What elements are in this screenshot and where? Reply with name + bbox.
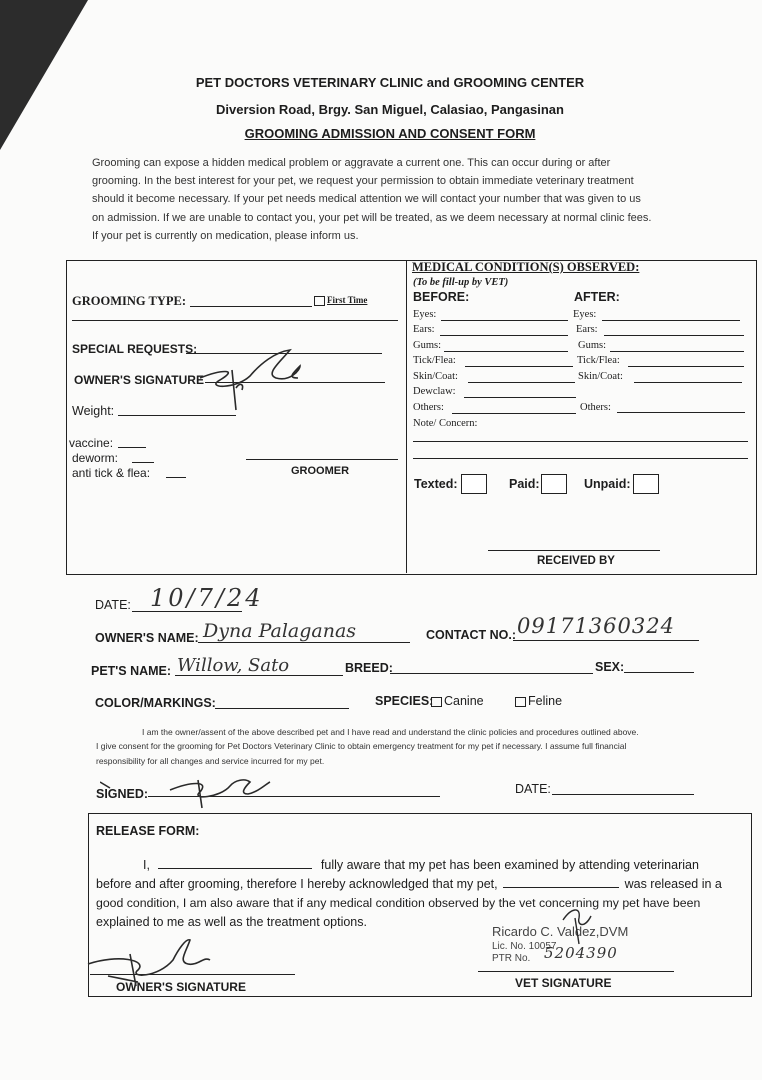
paid-checkbox[interactable] xyxy=(541,474,567,494)
anti-tick-label: anti tick & flea: xyxy=(72,466,151,480)
before-skincoat-line[interactable] xyxy=(468,382,575,383)
intro-line: Grooming can expose a hidden medical problem or aggravate a current one. This can occur during or after xyxy=(92,157,611,169)
vaccine-label: vaccine: xyxy=(69,436,114,450)
note-line-2[interactable] xyxy=(413,458,748,459)
release-pet-blank[interactable] xyxy=(503,876,619,888)
first-time-label: First Time xyxy=(327,295,368,305)
after-skincoat: Skin/Coat: xyxy=(578,371,623,382)
release-text-2b: was released in a xyxy=(624,877,722,891)
after-ears: Ears: xyxy=(576,324,598,335)
consent-line: responsibility for all changes and service incurred for my pet. xyxy=(96,756,325,766)
checkbox-icon xyxy=(431,697,442,707)
release-text-4: explained to me as well as the treatment options. xyxy=(96,915,367,929)
signed-date-label: DATE: xyxy=(515,782,551,796)
contact-label: CONTACT NO.: xyxy=(426,628,517,642)
texted-label: Texted: xyxy=(414,477,458,491)
canine-option[interactable] xyxy=(431,694,484,708)
before-ears-line[interactable] xyxy=(440,335,568,336)
release-text-2a: before and after grooming, therefore I hereby acknowledged that my pet, xyxy=(96,877,498,891)
groomer-label: GROOMER xyxy=(291,465,350,477)
intro-line: should it become necessary. If your pet needs medical attention we will contact your number that was given to us xyxy=(92,193,641,206)
weight-label: Weight: xyxy=(72,404,115,418)
groomer-line[interactable] xyxy=(246,459,398,460)
box-divider xyxy=(406,261,407,573)
grooming-type-line-2[interactable] xyxy=(72,320,398,321)
before-gums-line[interactable] xyxy=(444,351,568,352)
vet-note: (To be fill-up by VET) xyxy=(413,277,509,288)
signed-date-line[interactable] xyxy=(552,794,694,795)
release-owner-signature xyxy=(78,930,228,990)
vaccine-line[interactable] xyxy=(118,447,146,448)
note-concern-label: Note/ Concern: xyxy=(413,418,478,429)
clinic-name: PET DOCTORS VETERINARY CLINIC and GROOMING CENTER xyxy=(195,75,585,90)
release-line-2 xyxy=(96,875,748,894)
before-tickflea: Tick/Flea: xyxy=(413,355,456,366)
ptr-value: 5204390 xyxy=(544,944,618,962)
medical-title: MEDICAL CONDITION(S) OBSERVED: xyxy=(412,260,640,274)
before-skincoat: Skin/Coat: xyxy=(413,371,458,382)
first-time-checkbox[interactable] xyxy=(314,295,367,306)
before-dewclaw: Dewclaw: xyxy=(413,386,456,397)
sex-line[interactable] xyxy=(624,672,694,673)
unpaid-checkbox[interactable] xyxy=(633,474,659,494)
grooming-type-label: GROOMING TYPE: xyxy=(72,294,187,308)
owners-signature-label: OWNER'S SIGNATURE xyxy=(74,373,204,387)
owner-name-value: Dyna Palaganas xyxy=(203,620,357,642)
note-line-1[interactable] xyxy=(413,441,748,442)
before-others: Others: xyxy=(413,402,444,413)
pet-name-label: PET'S NAME: xyxy=(91,664,172,678)
checkbox-icon xyxy=(515,697,526,707)
pet-name-value: Willow, Sato xyxy=(177,655,290,676)
canine-label: Canine xyxy=(444,694,484,708)
owner-name-line[interactable] xyxy=(198,642,410,643)
received-by-label: RECEIVED BY xyxy=(537,555,615,567)
owner-signature-scribble xyxy=(180,340,330,430)
grooming-type-line[interactable] xyxy=(190,306,312,307)
release-name-blank[interactable] xyxy=(158,857,312,869)
release-title: RELEASE FORM: xyxy=(96,824,200,838)
intro-paragraph xyxy=(92,154,702,245)
date-label: DATE: xyxy=(95,598,131,612)
vet-stamp-name: Ricardo C. Valdez,DVM xyxy=(492,924,629,939)
deworm-line[interactable] xyxy=(132,462,154,463)
before-eyes: Eyes: xyxy=(413,309,437,320)
signed-signature-scribble xyxy=(100,770,300,810)
feline-label: Feline xyxy=(528,694,563,708)
deworm-label: deworm: xyxy=(72,451,119,465)
after-skincoat-line[interactable] xyxy=(634,382,742,383)
consent-line: I am the owner/assent of the above described pet and I have read and understand the clinic policies and procedures outlined above. xyxy=(142,727,639,737)
received-by-line[interactable] xyxy=(488,550,660,551)
release-line-1 xyxy=(96,856,748,875)
contact-line[interactable] xyxy=(513,640,699,641)
before-gums: Gums: xyxy=(413,340,442,351)
after-others-line[interactable] xyxy=(617,412,745,413)
form-title: GROOMING ADMISSION AND CONSENT FORM xyxy=(244,126,536,141)
intro-line: If your pet is currently on medication, please inform us. xyxy=(92,229,359,242)
species-label: SPECIES: xyxy=(375,694,434,708)
color-line[interactable] xyxy=(215,708,349,709)
after-gums-line[interactable] xyxy=(610,351,744,352)
consent-line: I give consent for the grooming for Pet Doctors Veterinary Clinic to obtain emergency treatment for my pet if necessary. I assume full financial xyxy=(96,741,627,751)
before-others-line[interactable] xyxy=(452,413,576,414)
color-label: COLOR/MARKINGS: xyxy=(95,696,216,710)
after-tickflea: Tick/Flea: xyxy=(577,355,620,366)
clinic-address: Diversion Road, Brgy. San Miguel, Calasiao, Pangasinan xyxy=(216,102,564,117)
signed-label: SIGNED: xyxy=(96,787,149,801)
after-eyes-line[interactable] xyxy=(602,320,740,321)
before-tickflea-line[interactable] xyxy=(465,366,573,367)
before-eyes-line[interactable] xyxy=(441,320,568,321)
anti-tick-line[interactable] xyxy=(166,477,186,478)
breed-line[interactable] xyxy=(390,673,593,674)
owner-name-label: OWNER'S NAME: xyxy=(95,631,199,645)
after-tickflea-line[interactable] xyxy=(628,366,744,367)
vet-stamp-ptr: PTR No. xyxy=(492,953,531,964)
before-dewclaw-line[interactable] xyxy=(464,397,576,398)
vet-signature-label: VET SIGNATURE xyxy=(515,976,612,990)
before-ears: Ears: xyxy=(413,324,435,335)
sex-label: SEX: xyxy=(595,660,625,674)
vet-initials-scribble xyxy=(555,900,615,950)
vet-signature-line[interactable] xyxy=(478,971,674,972)
breed-label: BREED: xyxy=(345,661,393,675)
vet-stamp-lic: Lic. No. 10057 xyxy=(492,941,557,952)
date-value: 10/7/24 xyxy=(150,584,264,612)
after-eyes: Eyes: xyxy=(573,309,597,320)
release-owner-label: OWNER'S SIGNATURE xyxy=(116,980,246,994)
feline-option[interactable] xyxy=(515,694,562,708)
release-text-1: fully aware that my pet has been examined by attending veterinarian xyxy=(320,858,699,872)
unpaid-label: Unpaid: xyxy=(584,477,631,491)
texted-checkbox[interactable] xyxy=(461,474,487,494)
release-i: I, xyxy=(143,858,150,872)
after-others: Others: xyxy=(580,402,611,413)
intro-line: grooming. In the best interest for your pet, we request your permission to obtain immediate veterinary treatment xyxy=(92,175,634,188)
before-label: BEFORE: xyxy=(413,290,470,304)
contact-value: 09171360324 xyxy=(517,614,675,638)
intro-line: on admission. If we are unable to contact you, your pet will be treated, as we deem necessary at normal clinic fees. xyxy=(92,211,652,224)
release-text-3: good condition, I am also aware that if any medical condition observed by the vet concerning my pet have been xyxy=(96,896,701,910)
special-requests-label: SPECIAL REQUESTS: xyxy=(72,342,198,356)
after-label: AFTER: xyxy=(574,290,620,304)
paid-label: Paid: xyxy=(509,477,540,491)
after-gums: Gums: xyxy=(578,340,607,351)
after-ears-line[interactable] xyxy=(604,335,744,336)
checkbox-icon xyxy=(314,296,325,306)
